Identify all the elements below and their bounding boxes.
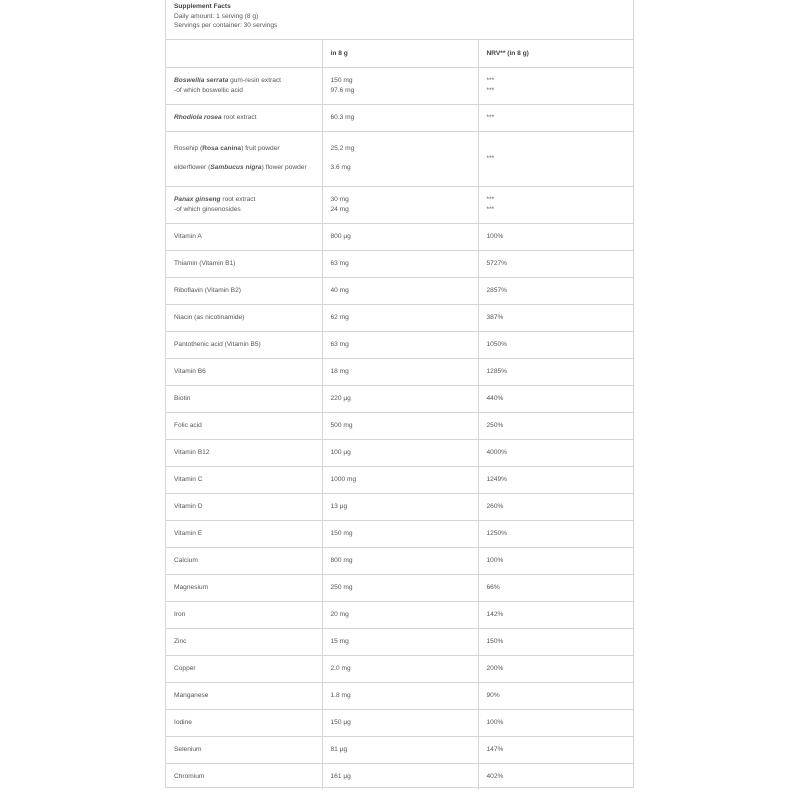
table-row — [166, 736, 633, 763]
ingredient-cell: Vitamin A — [166, 223, 322, 250]
supplement-facts-panel — [165, 0, 634, 788]
nrv-value: *** — [486, 195, 495, 203]
supplement-facts-table — [166, 40, 633, 790]
table-row — [166, 763, 633, 790]
table-row — [166, 574, 633, 601]
ingredient-name: elderflower ( — [174, 164, 211, 171]
table-row — [166, 250, 633, 277]
amount-cell: 60.3 mg — [322, 104, 478, 131]
nrv-cell — [478, 67, 633, 104]
amount-value: 25,2 mg — [330, 145, 355, 153]
table-row — [166, 331, 633, 358]
latin-name: Boswellia serrata — [174, 76, 229, 84]
table-row — [166, 682, 633, 709]
ingredient-name: root extract — [220, 195, 256, 203]
ingredient-name: gum-resin extract — [228, 76, 282, 84]
amount-cell: 81 µg — [322, 736, 478, 763]
nrv-cell: 1285% — [478, 358, 633, 385]
ingredient-cell: Chromium — [174, 773, 205, 781]
sub-amount-value: 97.6 mg — [330, 86, 355, 94]
nrv-cell: *** — [478, 131, 633, 186]
nrv-cell: 1250% — [478, 520, 633, 547]
latin-name: Sambucus nigra — [210, 164, 262, 171]
amount-cell: 150 mg — [322, 520, 478, 547]
nrv-cell: 90% — [478, 682, 633, 709]
amount-cell — [322, 186, 478, 223]
supplement-facts-header — [166, 0, 633, 40]
table-row — [166, 304, 633, 331]
amount-cell: 63 mg — [322, 331, 478, 358]
ingredient-cell — [166, 186, 322, 223]
table-row — [166, 493, 633, 520]
amount-cell: 500 mg — [322, 412, 478, 439]
header-ingredient-cell — [166, 40, 322, 67]
sub-nrv-value: *** — [486, 86, 495, 94]
table-row — [166, 601, 633, 628]
ingredient-cell: Vitamin E — [166, 520, 322, 547]
amount-cell: 800 mg — [322, 547, 478, 574]
ingredient-cell: Thiamin (Vitamin B1) — [166, 250, 322, 277]
amount-cell: 13 µg — [322, 493, 478, 520]
amount-cell: 20 mg — [322, 601, 478, 628]
amount-cell: 220 µg — [322, 385, 478, 412]
ingredient-cell: Iron — [166, 601, 322, 628]
amount-value: 3.6 mg — [330, 164, 351, 171]
ingredient-cell: Biotin — [166, 385, 322, 412]
ingredient-name: ) fruit powder — [241, 145, 280, 153]
table-row — [166, 412, 633, 439]
nrv-cell: 387% — [478, 304, 633, 331]
nrv-cell: 250% — [478, 412, 633, 439]
amount-cell — [322, 67, 478, 104]
table-row — [166, 628, 633, 655]
ingredient-cell: Vitamin D — [166, 493, 322, 520]
amount-cell — [322, 131, 478, 186]
daily-amount-text: Daily amount: 1 serving (8 g) — [174, 12, 259, 20]
latin-name: Panax ginseng — [174, 195, 221, 203]
nrv-cell: 100% — [478, 223, 633, 250]
nrv-cell: 142% — [478, 601, 633, 628]
amount-cell: 62 mg — [322, 304, 478, 331]
header-nrv-cell: NRV** (in 8 g) — [478, 40, 633, 67]
nrv-value: *** — [486, 76, 495, 84]
nrv-cell — [478, 186, 633, 223]
ingredient-cell: Riboflavin (Vitamin B2) — [166, 277, 322, 304]
amount-cell: 800 µg — [322, 223, 478, 250]
amount-cell: 250 mg — [322, 574, 478, 601]
servings-text: Servings per container: 30 servings — [174, 22, 278, 30]
nrv-cell: *** — [478, 104, 633, 131]
ingredient-cell: Iodine — [166, 709, 322, 736]
amount-cell: 2.0 mg — [322, 655, 478, 682]
table-row — [166, 547, 633, 574]
nrv-cell: 1050% — [478, 331, 633, 358]
latin-name: Rhodiola rosea — [174, 114, 222, 121]
amount-cell: 1000 mg — [322, 466, 478, 493]
amount-cell: 18 mg — [322, 358, 478, 385]
ingredient-cell: Vitamin B12 — [166, 439, 322, 466]
table-row — [166, 709, 633, 736]
ingredient-cell: Pantothenic acid (Vitamin B5) — [166, 331, 322, 358]
amount-cell: 150 µg — [322, 709, 478, 736]
table-row — [166, 655, 633, 682]
ingredient-cell: Vitamin B6 — [166, 358, 322, 385]
header-amount-cell: in 8 g — [322, 40, 478, 67]
table-row — [166, 520, 633, 547]
nrv-cell: 100% — [478, 547, 633, 574]
table-row — [166, 223, 633, 250]
nrv-cell: 66% — [478, 574, 633, 601]
ingredient-cell: Manganese — [166, 682, 322, 709]
latin-name: Rosa canina — [202, 145, 242, 153]
ingredient-cell: Selenium — [166, 736, 322, 763]
nrv-cell: 147% — [478, 736, 633, 763]
ingredient-name: root extract — [221, 114, 257, 121]
ingredient-cell: Magnesium — [166, 574, 322, 601]
ingredient-cell: Calcium — [166, 547, 322, 574]
table-row — [166, 466, 633, 493]
table-row — [166, 277, 633, 304]
amount-value: 150 mg — [330, 76, 353, 84]
panel-title: Supplement Facts — [174, 3, 231, 10]
ingredient-cell — [166, 67, 322, 104]
nrv-cell: 440% — [478, 385, 633, 412]
ingredient-cell — [166, 104, 322, 131]
sub-ingredient-name: -of which boswellic acid — [174, 86, 243, 94]
nrv-cell: 1249% — [478, 466, 633, 493]
ingredient-name: ) flower powder — [261, 164, 307, 171]
nrv-cell: 4000% — [478, 439, 633, 466]
ingredient-cell: Niacin (as nicotinamide) — [166, 304, 322, 331]
ingredient-cell — [166, 131, 322, 186]
amount-cell: 15 mg — [322, 628, 478, 655]
ingredient-cell: Zinc — [166, 628, 322, 655]
amount-value: 30 mg — [330, 195, 349, 203]
sub-amount-value: 24 mg — [330, 205, 349, 213]
table-row — [166, 358, 633, 385]
sub-nrv-value: *** — [486, 205, 495, 213]
table-row-rosehip-elderflower — [166, 131, 633, 186]
table-row-boswellia — [166, 67, 633, 104]
table-row-ginseng — [166, 186, 633, 223]
ingredient-cell: Folic acid — [166, 412, 322, 439]
amount-cell: 1.8 mg — [322, 682, 478, 709]
nrv-cell: 100% — [478, 709, 633, 736]
nrv-cell: 402% — [478, 763, 633, 790]
ingredient-name: Rosehip ( — [174, 145, 203, 153]
amount-cell: 100 µg — [322, 439, 478, 466]
nrv-cell: 5727% — [478, 250, 633, 277]
amount-cell: 63 mg — [322, 250, 478, 277]
nrv-cell: 260% — [478, 493, 633, 520]
amount-cell: 40 mg — [322, 277, 478, 304]
nrv-cell: 2857% — [478, 277, 633, 304]
table-row — [166, 439, 633, 466]
sub-ingredient-name: -of which ginsenosides — [174, 205, 241, 213]
nrv-cell: 200% — [478, 655, 633, 682]
amount-cell: 161 µg — [322, 763, 478, 790]
table-header-row — [166, 40, 633, 67]
nrv-cell: 150% — [478, 628, 633, 655]
ingredient-cell: Copper — [166, 655, 322, 682]
table-row-rhodiola — [166, 104, 633, 131]
ingredient-cell: Vitamin C — [166, 466, 322, 493]
table-row — [166, 385, 633, 412]
